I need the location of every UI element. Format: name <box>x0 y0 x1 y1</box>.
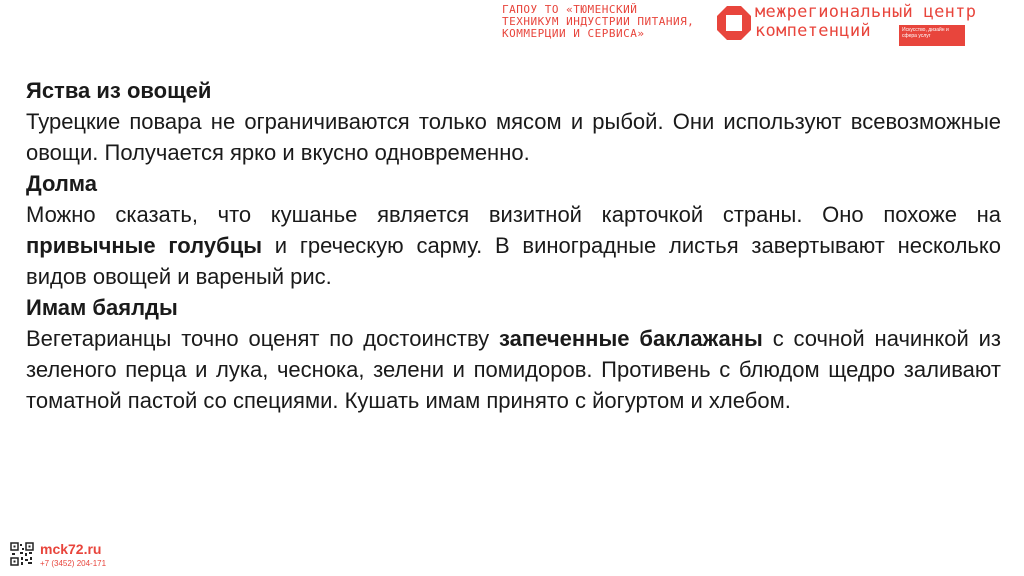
section-text-dolma <box>26 199 1001 292</box>
competence-center-line-1: межрегиональный центр <box>755 2 977 22</box>
competence-badge: Искусство, дизайн и сфера услуг <box>899 25 965 46</box>
qr-code-icon <box>10 542 34 566</box>
dolma-text-bold: привычные голубцы <box>26 233 263 258</box>
dolma-text-before: Можно сказать, что кушанье является визитной карточкой страны. Оно похоже на <box>26 202 1001 227</box>
competence-center-line-2: компетенций <box>755 21 871 41</box>
dolma-text-after: и греческую сарму. В виноградные листья завертывают несколько видов овощей и вареный рис. <box>26 233 1001 289</box>
section-title-vegetables: Яства из овощей <box>26 78 212 103</box>
footer-phone: +7 (3452) 204-171 <box>40 559 107 568</box>
college-name <box>502 4 714 40</box>
section-title-imam-bayildi: Имам баялды <box>26 295 178 320</box>
section-text-vegetables: Турецкие повара не ограничиваются только мясом и рыбой. Они используют всевозможные овощи. Получается ярко и вкусно одновременно. <box>26 109 1001 165</box>
section-title-dolma: Долма <box>26 171 98 196</box>
main-content <box>26 75 1001 416</box>
imam-text-after: с сочной начинкой из зеленого перца и лука, чеснока, зелени и помидоров. Противень с блюдом щедро заливают томатной пастой со специями. Кушать имам принято с йогуртом и хлебом. <box>26 326 1001 413</box>
footer-website-link[interactable]: mck72.ru <box>40 541 102 557</box>
section-text-imam-bayildi <box>26 323 1001 416</box>
college-name-line-1: ГАПОУ ТО «ТЮМЕНСКИЙ <box>502 3 638 16</box>
imam-text-bold: запеченные баклажаны <box>499 326 763 351</box>
college-name-line-2: ТЕХНИКУМ ИНДУСТРИИ ПИТАНИЯ, <box>502 15 695 28</box>
imam-text-before: Вегетарианцы точно оценят по достоинству <box>26 326 500 351</box>
college-name-line-3: КОММЕРЦИИ И СЕРВИСА» <box>502 27 645 40</box>
competence-center-logo-icon <box>716 5 752 41</box>
